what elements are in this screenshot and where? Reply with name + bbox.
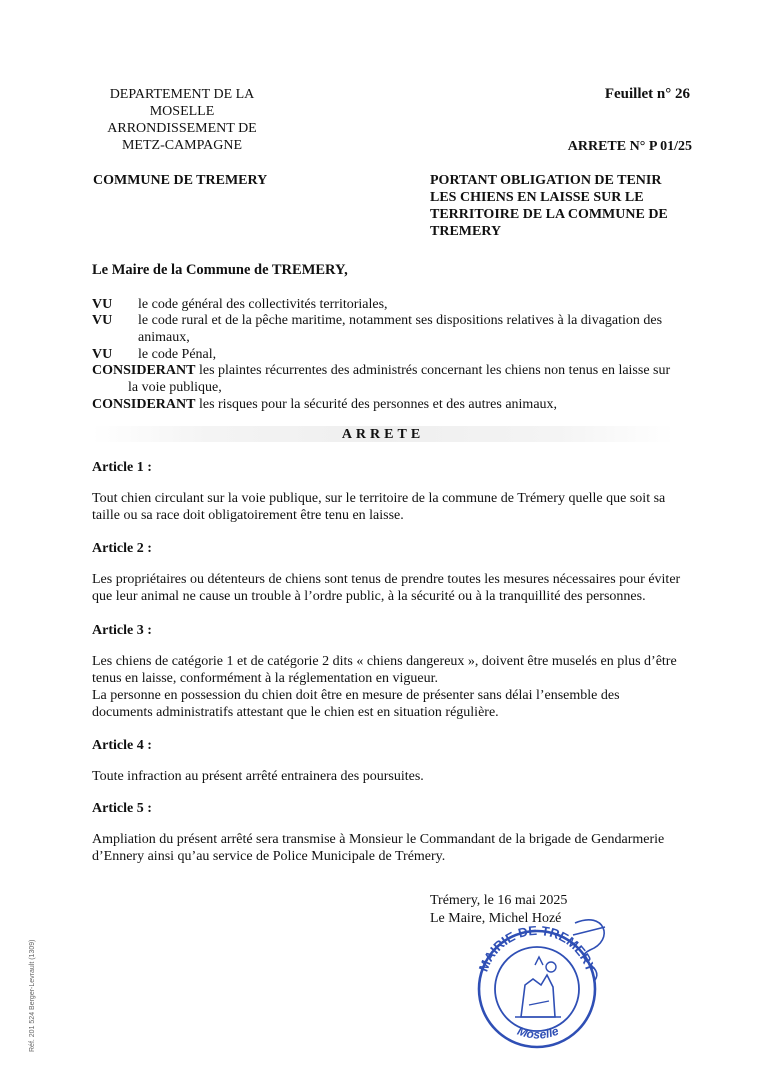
considerant-clause bbox=[92, 396, 682, 413]
department-line: METZ-CAMPAGNE bbox=[121, 138, 243, 153]
signature-name: Le Maire, Michel Hozé bbox=[430, 911, 562, 926]
vu-key: VU bbox=[92, 297, 113, 312]
considerant-text: les plaintes récurrentes des administrés concernant les chiens non tenus en laisse sur bbox=[195, 363, 671, 378]
considerant-clause bbox=[92, 362, 682, 396]
article-paragraph: Tout chien circulant sur la voie publique, sur le territoire de la commune de Trémery quelle que soit sa taille ou sa race doit obligatoirement être tenu en laisse. bbox=[92, 491, 666, 523]
signature-place-date: Trémery, le 16 mai 2025 bbox=[430, 893, 568, 908]
seal-top-text: MAIRIE DE TREMERY bbox=[475, 922, 599, 974]
considerant-key: CONSIDERANT bbox=[92, 397, 196, 412]
article-heading: Article 4 : bbox=[92, 738, 152, 753]
department-block bbox=[92, 86, 272, 154]
vu-text: le code général des collectivités territoriales, bbox=[138, 297, 388, 312]
considerant-continuation: la voie publique, bbox=[128, 380, 222, 395]
considerant-key: CONSIDERANT bbox=[92, 363, 196, 378]
object-line: TREMERY bbox=[430, 224, 502, 239]
feuillet-number: Feuillet n° 26 bbox=[604, 86, 690, 102]
vu-key: VU bbox=[92, 347, 113, 362]
article-paragraph: Les propriétaires ou détenteurs de chiens sont tenus de prendre toutes les mesures nécessaires pour éviter que leur animal ne cause un trouble à l’ordre public, à la sécurité ou à la tranquillité des personnes. bbox=[92, 572, 681, 604]
article-heading: Article 5 : bbox=[92, 801, 152, 816]
article-paragraph: Toute infraction au présent arrêté entrainera des poursuites. bbox=[92, 769, 424, 784]
object-line: LES CHIENS EN LAISSE SUR LE bbox=[430, 190, 644, 205]
commune-name: COMMUNE DE TREMERY bbox=[93, 173, 268, 188]
arrete-number: ARRETE N° P 01/25 bbox=[567, 139, 692, 154]
side-reference: Réf. 201 524 Berger-Levrault (1309) bbox=[29, 939, 36, 1052]
department-line: DEPARTEMENT DE LA bbox=[109, 87, 255, 102]
article-heading: Article 3 : bbox=[92, 623, 152, 638]
article-heading: Article 1 : bbox=[92, 460, 152, 475]
article-paragraph: La personne en possession du chien doit être en mesure de présenter sans délai l’ensemble des documents administratifs attestant que le chien est en situation régulière. bbox=[92, 688, 620, 720]
seal-bottom-text: Moselle bbox=[515, 1023, 561, 1042]
department-line: MOSELLE bbox=[149, 104, 215, 119]
maire-intro: Le Maire de la Commune de TREMERY, bbox=[92, 262, 348, 278]
mairie-seal-stamp bbox=[455, 905, 625, 1055]
seal-emblem bbox=[521, 975, 555, 1017]
vu-key: VU bbox=[92, 313, 113, 328]
department-line: ARRONDISSEMENT DE bbox=[107, 121, 257, 136]
arrete-title: ARRETE bbox=[341, 427, 425, 442]
vu-text: le code Pénal, bbox=[138, 347, 217, 362]
article-paragraph: Les chiens de catégorie 1 et de catégorie 2 dits « chiens dangereux », doivent être muselés en plus d’être tenus en laisse, conformément à la réglementation en vigueur. bbox=[92, 654, 677, 686]
article-heading: Article 2 : bbox=[92, 541, 152, 556]
article-paragraph: Ampliation du présent arrêté sera transmise à Monsieur le Commandant de la brigade de Gendarmerie d’Ennery ainsi qu’au service de Police Municipale de Trémery. bbox=[92, 832, 665, 864]
vu-text: le code rural et de la pêche maritime, notamment ses dispositions relatives à la divagation des animaux, bbox=[138, 313, 663, 345]
arrete-object bbox=[430, 172, 700, 240]
considerant-text: les risques pour la sécurité des personnes et des autres animaux, bbox=[195, 397, 558, 412]
object-line: PORTANT OBLIGATION DE TENIR bbox=[430, 173, 662, 188]
object-line: TERRITOIRE DE LA COMMUNE DE bbox=[430, 207, 668, 222]
